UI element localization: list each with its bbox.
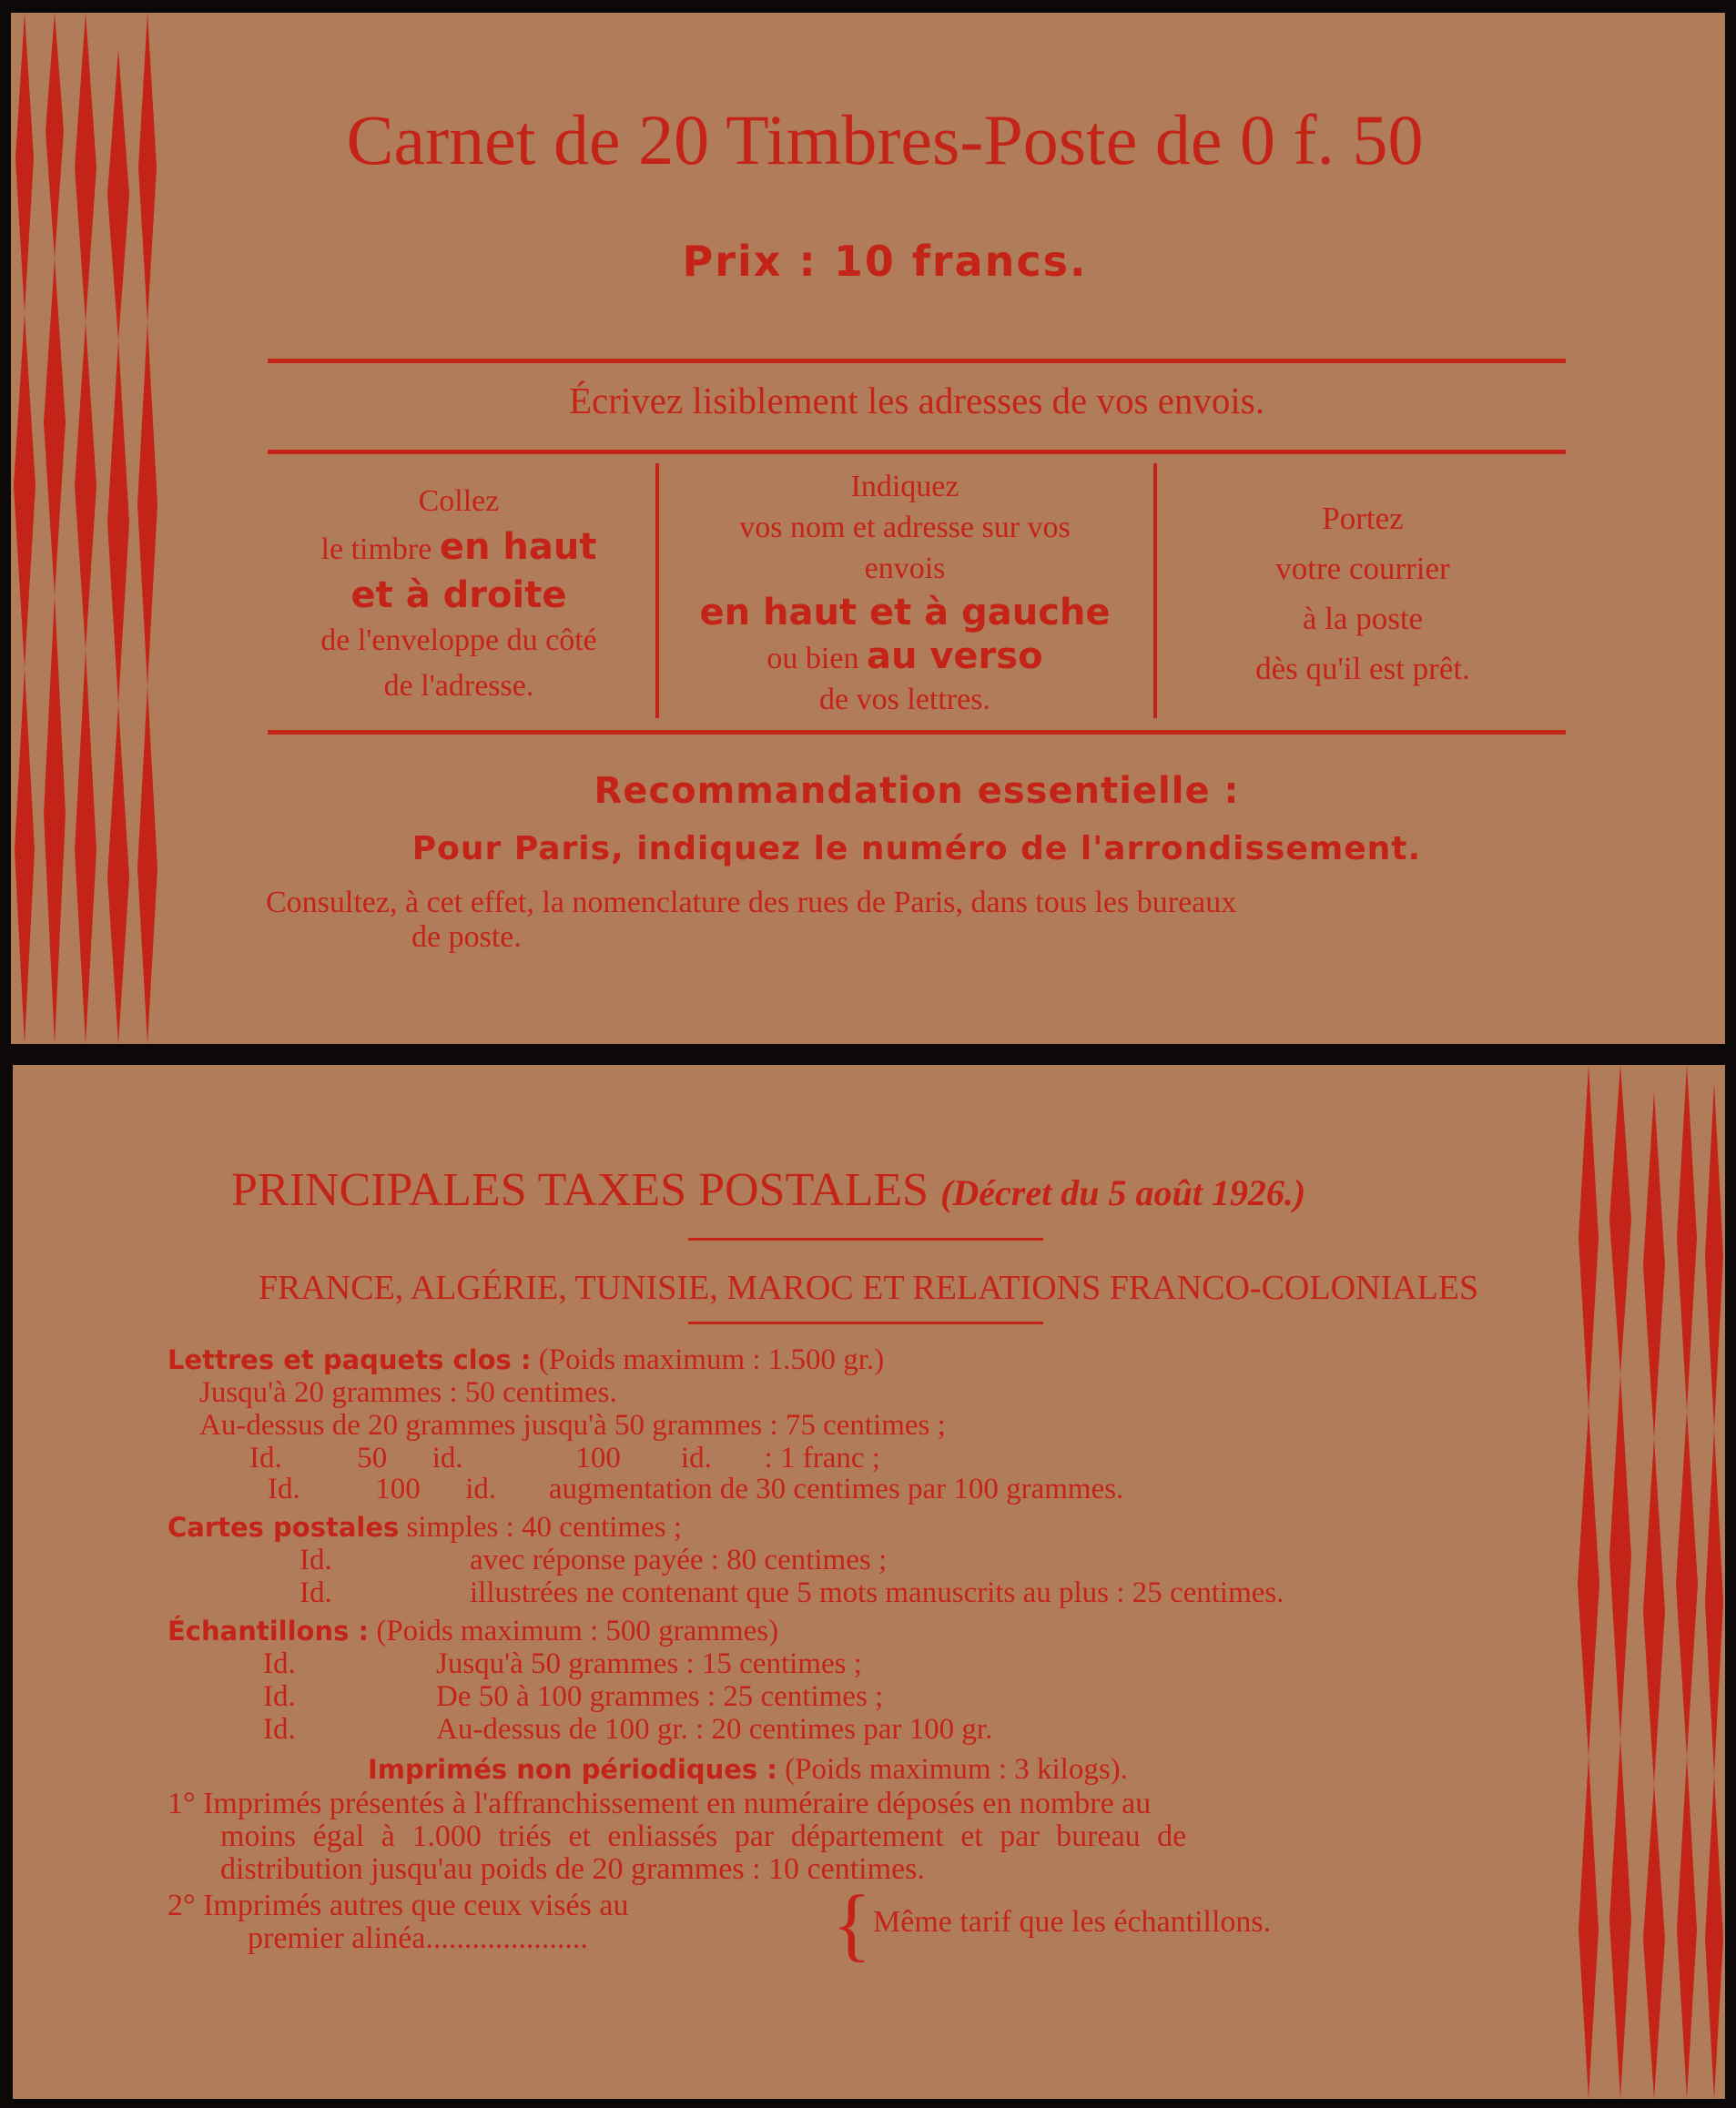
col3-line: votre courrier <box>1275 551 1450 586</box>
printed-note: (Poids maximum : 3 kilogs). <box>785 1753 1128 1786</box>
divider-line <box>268 730 1566 735</box>
samples-rate-row: De 50 à 100 grammes : 25 centimes ; <box>436 1680 884 1713</box>
col1-text: le timbre <box>320 532 432 566</box>
booklet-title: Carnet de 20 Timbres-Poste de 0 f. 50 <box>346 100 1424 179</box>
decorative-diamond-border <box>11 13 166 1044</box>
address-notice: Écrivez lisiblement les adresses de vos envois. <box>569 380 1264 421</box>
samples-heading: Échantillons : <box>168 1616 370 1647</box>
recommendation-paris: Pour Paris, indiquez le numéro de l'arrondissement. <box>411 830 1422 867</box>
printed-item-2: 2° Imprimés autres que ceux visés au <box>168 1889 629 1922</box>
cards-heading-line <box>168 1511 682 1544</box>
price-line <box>175 236 1595 287</box>
letters-note: (Poids maximum : 1.500 gr.) <box>538 1343 885 1376</box>
col2-line <box>659 636 1151 679</box>
price-value: 10 francs. <box>833 237 1088 286</box>
col1-line: de l'enveloppe du côté <box>320 623 597 657</box>
ditto-mark: Id. <box>263 1713 296 1746</box>
col1-emphasis: et à droite <box>350 574 567 616</box>
cards-rate-row: illustrées ne contenant que 5 mots manuscrits au plus : 25 centimes. <box>470 1576 1284 1609</box>
divider-line <box>268 450 1566 454</box>
samples-note: (Poids maximum : 500 grammes) <box>376 1615 779 1647</box>
tariff-header <box>231 1163 1305 1221</box>
region-heading: FRANCE, ALGÉRIE, TUNISIE, MAROC ET RELATIONS FRANCO-COLONIALES <box>258 1269 1479 1307</box>
decorative-diamond-border <box>1570 1065 1725 2099</box>
printed-item-2-cont: premier alinéa..................... <box>248 1921 588 1955</box>
consult-notice: Consultez, à cet effet, la nomenclature des rues de Paris, dans tous les bureaux <box>266 886 1237 919</box>
col3-line: à la poste <box>1302 601 1424 636</box>
col3-line: dès qu'il est prêt. <box>1255 651 1470 686</box>
col1-line: Collez <box>418 484 500 518</box>
printed-heading: Imprimés non périodiques : <box>368 1754 777 1785</box>
col3-line: Portez <box>1322 501 1404 536</box>
recommendation-title: Recommandation essentielle : <box>594 770 1240 812</box>
tariff-title: PRINCIPALES TAXES POSTALES <box>231 1164 929 1216</box>
letters-rate-row: Id. 100 id. augmentation de 30 centimes par 100 grammes. <box>268 1473 1124 1505</box>
printed-heading-line <box>368 1753 1128 1786</box>
col1-line <box>268 524 650 573</box>
col2-line: vos nom et adresse sur vos <box>739 511 1071 544</box>
divider-line <box>268 359 1566 363</box>
ditto-mark: Id. <box>299 1544 332 1576</box>
printed-item-1-cont: moins égal à 1.000 triés et enliassés par département et par bureau de <box>220 1819 1187 1853</box>
instruction-column-mail <box>1160 493 1566 694</box>
samples-rate-row: Au-dessus de 100 gr. : 20 centimes par 100 gr. <box>436 1713 993 1746</box>
cards-rate: simples : 40 centimes ; <box>406 1511 683 1544</box>
col1-line: de l'adresse. <box>383 669 534 703</box>
ditto-mark: Id. <box>299 1576 332 1609</box>
letters-heading: Lettres et paquets clos : <box>168 1344 532 1375</box>
instruction-column-stamp <box>268 479 650 709</box>
samples-rate-row: Jusqu'à 50 grammes : 15 centimes ; <box>436 1647 862 1680</box>
printed-item-2-tariff: Même tarif que les échantillons. <box>873 1905 1272 1939</box>
letters-rate-row: Au-dessus de 20 grammes jusqu'à 50 grammes : 75 centimes ; <box>199 1409 946 1442</box>
letters-heading-line <box>168 1343 884 1376</box>
column-divider <box>1153 463 1157 718</box>
region-underline <box>688 1322 1043 1324</box>
ditto-mark: Id. <box>263 1647 296 1680</box>
brace-symbol: { <box>832 1880 872 1970</box>
booklet-back-cover <box>13 1065 1725 2099</box>
col2-emphasis: au verso <box>866 635 1043 677</box>
cards-rate-row <box>299 1544 332 1576</box>
col2-line: Indiquez <box>850 470 959 503</box>
col2-line: de vos lettres. <box>819 683 990 716</box>
printed-item-1-cont: distribution jusqu'au poids de 20 grammes : 10 centimes. <box>220 1852 925 1886</box>
col1-emphasis: en haut <box>439 526 597 568</box>
printed-item-1: 1° Imprimés présentés à l'affranchissement en numéraire déposés en nombre au <box>168 1787 1152 1820</box>
booklet-front-cover <box>11 13 1725 1044</box>
cards-rate-row <box>299 1576 332 1609</box>
letters-rate-row: Jusqu'à 20 grammes : 50 centimes. <box>199 1376 617 1409</box>
decree-reference: (Décret du 5 août 1926.) <box>940 1172 1306 1213</box>
price-label: Prix : <box>682 237 817 286</box>
letters-rate-row: Id. 50 id. 100 id. : 1 franc ; <box>249 1442 880 1475</box>
consult-notice-cont: de poste. <box>411 920 522 954</box>
instruction-column-sender <box>659 466 1151 720</box>
cards-rate-row: avec réponse payée : 80 centimes ; <box>470 1544 888 1576</box>
col2-line: envois <box>864 552 946 585</box>
cards-heading: Cartes postales <box>168 1512 400 1543</box>
col2-text: ou bien <box>766 642 859 675</box>
col2-emphasis: en haut et à gauche <box>699 592 1111 633</box>
ditto-mark: Id. <box>263 1680 296 1713</box>
samples-heading-line <box>168 1615 778 1647</box>
title-underline <box>688 1238 1043 1241</box>
